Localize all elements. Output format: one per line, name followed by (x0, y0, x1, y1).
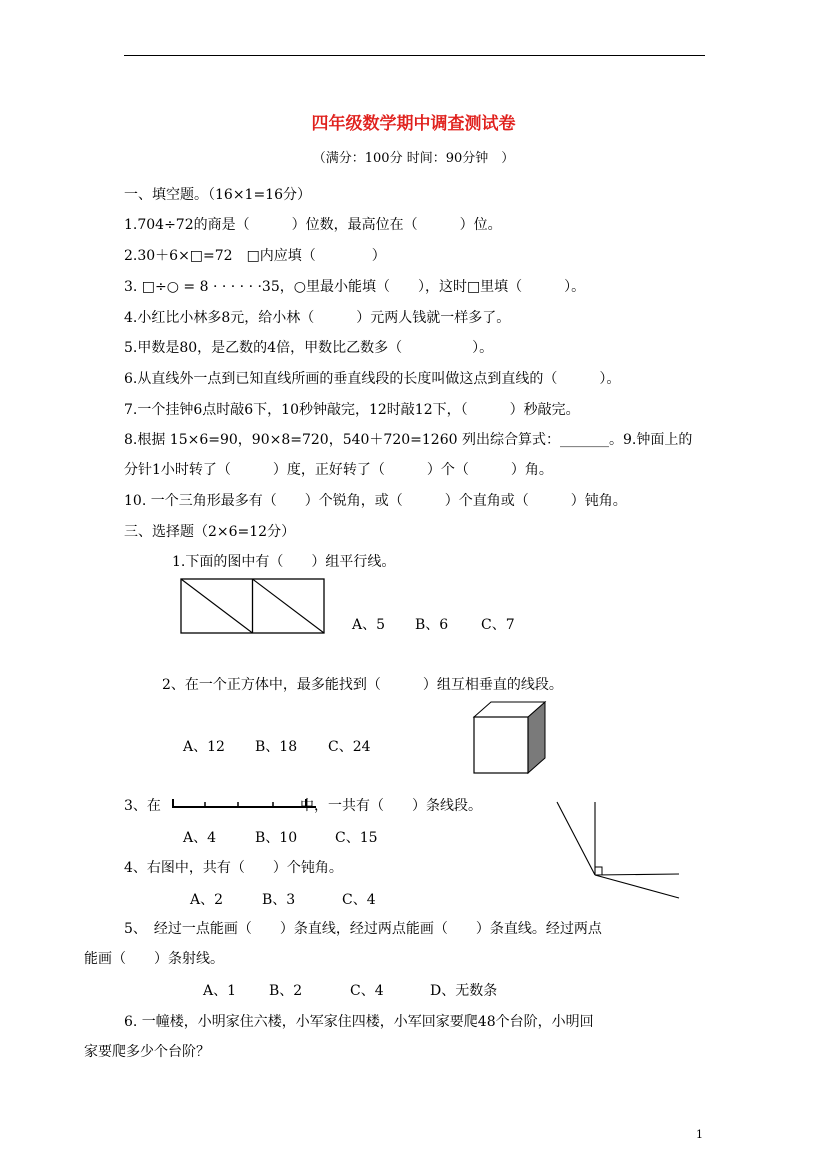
q1-option-b: B、6 (415, 617, 449, 633)
q3-segment-figure (170, 797, 320, 811)
q4-option-b: B、3 (262, 892, 296, 908)
fill-item-4: 4.小红比小林多8元，给小林（ ）元两人钱就一样多了。 (124, 310, 511, 326)
header-rule (124, 55, 705, 56)
q1-option-c: C、7 (481, 617, 515, 633)
q6-text-line1: 6. 一幢楼，小明家住六楼，小军家住四楼，小军回家要爬48个台阶，小明回 (124, 1014, 594, 1030)
q2-option-c: C、24 (328, 739, 371, 755)
fill-item-2: 2.30＋6×□=72 □内应填（ ） (124, 248, 386, 264)
q3-text-prefix: 3、在 (124, 798, 161, 814)
q4-option-c: C、4 (342, 892, 376, 908)
q5-option-c: C、4 (350, 983, 384, 999)
section1-heading: 一、填空题。（16×1=16分） (124, 187, 311, 203)
fill-item-3: 3. □÷○ = 8 · · · · · ·35，○里最小能填（ ），这时□里填（ ）。 (124, 279, 586, 295)
q3-option-b: B、10 (255, 830, 298, 846)
page-subtitle: （满分：100分 时间：90分钟 ） (312, 151, 515, 166)
q3-text-suffix: 中，一共有（ ）条线段。 (300, 798, 482, 814)
section3-heading: 三、选择题（2×6=12分） (124, 524, 296, 540)
q4-angle-figure (555, 800, 683, 902)
fill-item-5: 5.甲数是80，是乙数的4倍，甲数比乙数多（ ）。 (124, 340, 494, 356)
fill-item-9-cont: 分针1小时转了（ ）度，正好转了（ ）个（ ）角。 (124, 462, 553, 478)
fill-item-7: 7.一个挂钟6点时敲6下，10秒钟敲完，12时敲12下，（ ）秒敲完。 (124, 402, 580, 418)
q2-cube-figure (473, 701, 547, 774)
q5-option-d: D、无数条 (430, 983, 498, 999)
page-title: 四年级数学期中调查测试卷 (311, 114, 516, 134)
q4-text: 4、右图中，共有（ ）个钝角。 (124, 860, 343, 876)
q5-option-a: A、1 (203, 983, 237, 999)
q2-option-b: B、18 (255, 739, 298, 755)
fill-item-10: 10. 一个三角形最多有（ ）个锐角，或（ ）个直角或（ ）钝角。 (124, 493, 627, 509)
q3-option-c: C、15 (335, 830, 378, 846)
q2-text: 2、在一个正方体中，最多能找到（ ）组互相垂直的线段。 (162, 677, 563, 693)
fill-item-6: 6.从直线外一点到已知直线所画的垂直线段的长度叫做这点到直线的（ ）。 (124, 371, 621, 387)
q5-text-line2: 能画（ ）条射线。 (84, 951, 224, 967)
q1-option-a: A、5 (352, 617, 386, 633)
q3-option-a: A、4 (183, 830, 217, 846)
q5-option-b: B、2 (269, 983, 303, 999)
q1-text: 1.下面的图中有（ ）组平行线。 (172, 554, 396, 570)
fill-item-8: 8.根据 15×6=90，90×8=720，540＋720=1260 列出综合算式：_______。9.钟面上的 (124, 432, 693, 448)
q6-text-line2: 家要爬多少个台阶？ (84, 1044, 210, 1060)
page-number: 1 (696, 1128, 703, 1141)
q5-text-line1: 5、 经过一点能画（ ）条直线，经过两点能画（ ）条直线。经过两点 (124, 921, 602, 937)
fill-item-1: 1.704÷72的商是（ ）位数，最高位在（ ）位。 (124, 217, 502, 233)
q1-parallel-figure (180, 578, 325, 634)
q4-option-a: A、2 (190, 892, 224, 908)
q2-option-a: A、12 (183, 739, 225, 755)
